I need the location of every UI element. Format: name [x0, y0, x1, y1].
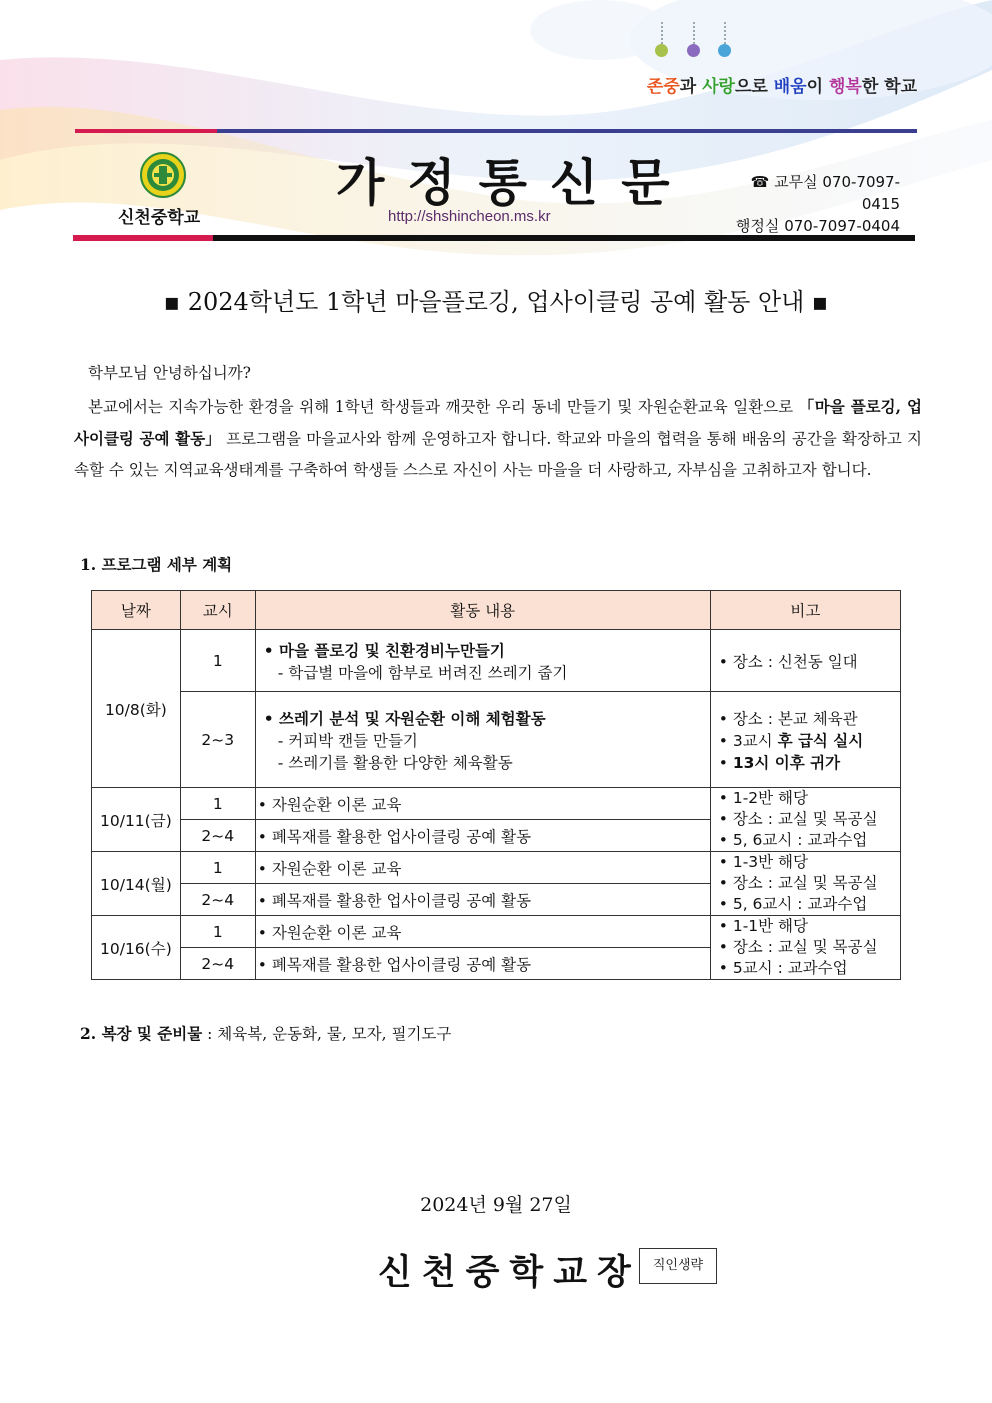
slogan-part: 존중	[646, 77, 680, 97]
column-header: 비고	[710, 591, 900, 630]
slogan-part: 으로	[734, 77, 774, 97]
program-name: 「마을 플로깅, 업사이클링 공예 활동」	[74, 397, 922, 448]
column-header: 활동 내용	[255, 591, 710, 630]
slogan-part: 이	[806, 77, 829, 97]
table-row	[92, 916, 901, 948]
section-heading: 2. 복장 및 준비물	[80, 1024, 203, 1043]
activity-title: • 폐목재를 활용한 업사이클링 공예 활동	[258, 828, 531, 846]
note-cell	[710, 916, 900, 980]
phone-admin	[722, 215, 900, 237]
note-item: • 3교시 후 급식 실시	[719, 729, 892, 751]
note-item: • 13시 이후 귀가	[719, 751, 892, 773]
table-row	[92, 788, 901, 820]
note-item: • 1-3반 해당	[719, 852, 892, 873]
activity-detail: - 학급별 마을에 함부로 버려진 쓰레기 줍기	[277, 663, 568, 682]
phone-number: 070-7097-0415	[822, 173, 900, 213]
note-item: • 장소 : 교실 및 목공실	[719, 809, 892, 830]
activity-title: • 폐목재를 활용한 업사이클링 공예 활동	[258, 892, 531, 910]
school-url-link[interactable]: http://shshincheon.ms.kr	[388, 208, 551, 225]
principal-signature: 신천중학교장	[378, 1253, 641, 1293]
intro-lead: 본교에서는 지속가능한 환경을 위해 1학년 학생들과 깨끗한 우리 동네 만들기 및 자원순환교육 일환으로	[88, 398, 799, 416]
activity-title: • 자원순환 이론 교육	[258, 796, 402, 814]
slogan-part: 과	[679, 77, 703, 97]
activity-cell	[255, 630, 710, 692]
phone-label: ☎ 교무실	[750, 173, 818, 191]
school-logo-icon	[140, 152, 186, 198]
section-attire-supplies	[80, 1022, 451, 1044]
period-cell: 2~4	[180, 820, 255, 852]
intro-rest: 프로그램을 마을교사와 함께 운영하고자 합니다. 학교와 마을의 협력을 통해 배움의 공간을 확장하고 지속할 수 있는 지역교육생태계를 구축하여 학생들 스스로 자신이 사는 마을을 더 사랑하고, 자부심을 고취하고자 합니다.	[74, 430, 923, 479]
greeting: 학부모님 안녕하십니까?	[88, 364, 251, 382]
activity-title: • 자원순환 이론 교육	[258, 860, 402, 878]
school-slogan	[647, 72, 917, 97]
contact-phones	[722, 171, 900, 237]
note-item: • 1-2반 해당	[719, 788, 892, 809]
activity-title: • 쓰레기 분석 및 자원순환 이해 체험활동	[263, 709, 546, 728]
activity-cell	[255, 820, 710, 852]
period-cell: 1	[180, 916, 255, 948]
slogan-part: 행복	[828, 77, 862, 97]
period-cell: 1	[180, 788, 255, 820]
table-header-row	[92, 591, 901, 630]
school-name: 신천중학교	[118, 208, 201, 228]
table-row	[92, 630, 901, 692]
program-schedule-table	[91, 590, 901, 980]
activity-cell	[255, 884, 710, 916]
date-cell: 10/16(수)	[92, 916, 181, 980]
activity-detail: - 커피박 캔들 만들기	[277, 731, 418, 750]
note-item: • 5교시 : 교과수업	[719, 958, 892, 979]
note-item: • 5, 6교시 : 교과수업	[719, 830, 892, 851]
activity-cell	[255, 948, 710, 980]
column-header: 교시	[180, 591, 255, 630]
table-row	[92, 852, 901, 884]
masthead-title: 가정통신문	[336, 154, 693, 212]
activity-title: • 자원순환 이론 교육	[258, 924, 402, 942]
period-cell: 2~3	[180, 692, 255, 788]
note-cell	[710, 788, 900, 852]
slogan-part: 한 학교	[861, 77, 917, 97]
notice-title: ▪ 2024학년도 1학년 마을플로깅, 업사이클링 공예 활동 안내 ▪	[163, 288, 829, 316]
activity-cell	[255, 852, 710, 884]
note-item: • 장소 : 본교 체육관	[719, 707, 892, 729]
note-item: • 1-1반 해당	[719, 916, 892, 937]
activity-detail: - 쓰레기를 활용한 다양한 체육활동	[277, 753, 513, 772]
note-cell	[710, 692, 900, 788]
table-row	[92, 692, 901, 788]
slogan-part: 배움	[773, 77, 807, 97]
phone-label: 행정실	[735, 217, 780, 235]
bottom-divider	[73, 235, 915, 241]
period-cell: 1	[180, 852, 255, 884]
activity-title: • 마을 플로깅 및 친환경비누만들기	[263, 641, 505, 660]
period-cell: 1	[180, 630, 255, 692]
period-cell: 2~4	[180, 884, 255, 916]
note-cell	[710, 852, 900, 916]
issue-date: 2024년 9월 27일	[420, 1194, 572, 1216]
activity-title: • 폐목재를 활용한 업사이클링 공예 활동	[258, 956, 531, 974]
note-item: • 장소 : 교실 및 목공실	[719, 873, 892, 894]
note-cell	[710, 630, 900, 692]
date-cell: 10/8(화)	[92, 630, 181, 788]
section-heading-plan: 1. 프로그램 세부 계획	[80, 555, 233, 574]
activity-cell	[255, 788, 710, 820]
column-header: 날짜	[92, 591, 181, 630]
seal-box: 직인생략	[639, 1248, 717, 1284]
slogan-part: 사랑	[702, 77, 735, 97]
note-item: • 장소 : 신천동 일대	[719, 650, 892, 672]
date-cell: 10/14(월)	[92, 852, 181, 916]
date-cell: 10/11(금)	[92, 788, 181, 852]
phone-office	[722, 171, 900, 215]
activity-cell	[255, 916, 710, 948]
activity-cell	[255, 692, 710, 788]
phone-number: 070-7097-0404	[784, 217, 900, 235]
intro-paragraph	[74, 391, 922, 486]
period-cell: 2~4	[180, 948, 255, 980]
top-divider	[75, 129, 917, 133]
note-item: • 장소 : 교실 및 목공실	[719, 937, 892, 958]
note-item: • 5, 6교시 : 교과수업	[719, 894, 892, 915]
supplies-list: : 체육복, 운동화, 물, 모자, 필기도구	[202, 1025, 452, 1043]
